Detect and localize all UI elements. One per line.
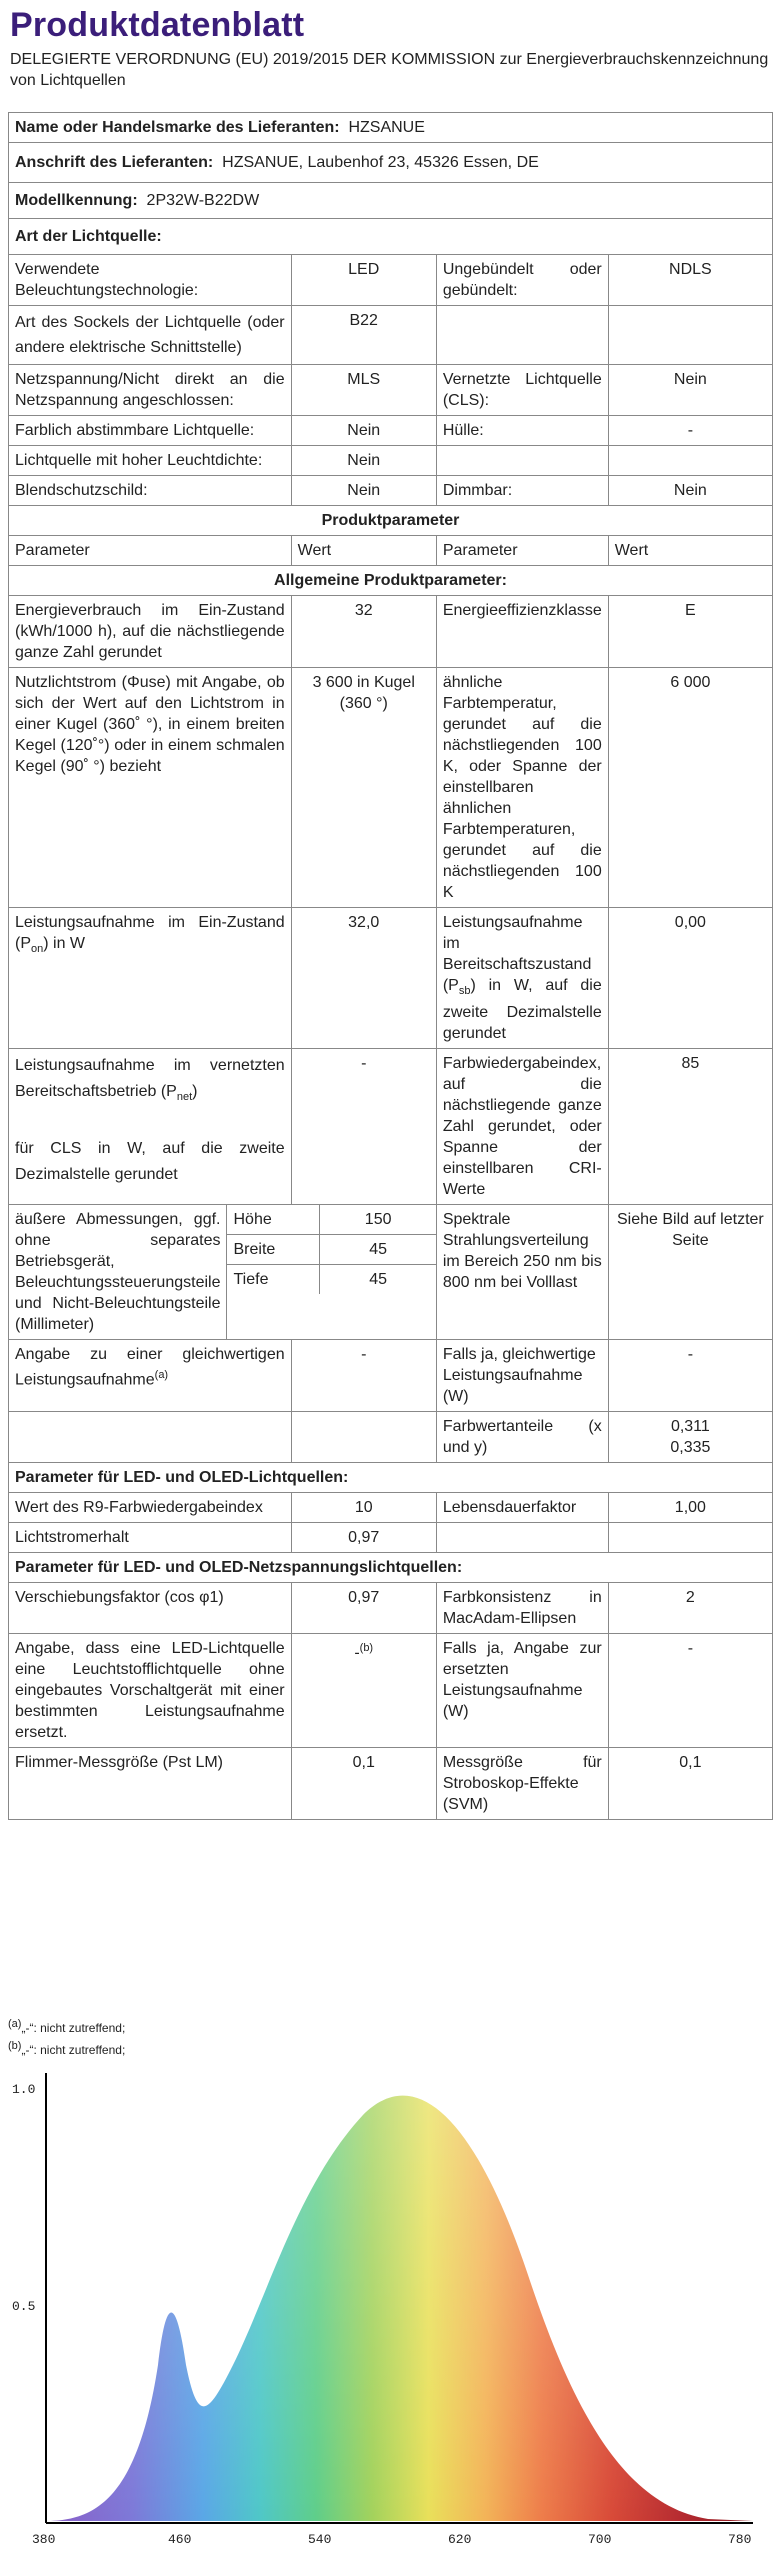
psb-label: Leistungsaufnahme im Bereitschaftszustand $(P_{sb})$ in W, auf die zweite Dezimalstelle gerundet bbox=[436, 908, 608, 1049]
x-tick-780: 780 bbox=[728, 2532, 752, 2547]
pnet-row bbox=[9, 1049, 773, 1205]
svm-value: 0,1 bbox=[608, 1748, 772, 1820]
footnote-a: $^{(a)}$„-“: nicht zutreffend; bbox=[8, 2018, 126, 2035]
equiv-row bbox=[9, 1340, 773, 1412]
empty-cell bbox=[608, 1523, 772, 1553]
dimmable-label: Dimmbar: bbox=[436, 476, 608, 506]
type-row-mains bbox=[9, 365, 773, 416]
x-tick-380: 380 bbox=[32, 2532, 56, 2547]
cls-label: Vernetzte Lichtquelle (CLS): bbox=[436, 365, 608, 416]
depth-value: 45 bbox=[320, 1265, 436, 1295]
highlum-label: Lichtquelle mit hoher Leuchtdichte: bbox=[9, 446, 292, 476]
flicker-label: Flimmer-Messgröße (Pst LM) bbox=[9, 1748, 292, 1820]
equiv-label: Angabe zu einer gleichwertigen Leistungsaufnahme$^{(a)}$ bbox=[9, 1340, 292, 1412]
energy-label: Energieverbrauch im Ein-Zustand (kWh/1000 h), auf die nächstliegende ganze Zahl gerundet bbox=[9, 596, 292, 668]
empty-cell bbox=[436, 306, 608, 365]
dims-cell bbox=[227, 1205, 436, 1340]
directional-label: Ungebündelt oder gebündelt: bbox=[436, 255, 608, 306]
col-value-2: Wert bbox=[608, 536, 772, 566]
pon-row bbox=[9, 908, 773, 1049]
type-row-highlum bbox=[9, 446, 773, 476]
supplier-name-row bbox=[9, 113, 773, 143]
dims-label: äußere Abmessungen, ggf. ohne separates Betriebsgerät, Beleuchtungssteuerungsteile und Nicht-Beleuchtungsteile (Millimeter) bbox=[9, 1205, 227, 1340]
type-row-technology bbox=[9, 255, 773, 306]
x-tick-540: 540 bbox=[308, 2532, 332, 2547]
led-heading-row bbox=[9, 1463, 773, 1493]
replace-label: Angabe, dass eine LED-Lichtquelle eine Leuchtstofflichtquelle ohne eingebautes Vorschaltgerät mit einer bestimmten Leistungsaufnahme ersetzt. bbox=[9, 1634, 292, 1748]
technology-value: LED bbox=[291, 255, 436, 306]
height-label: Höhe bbox=[227, 1205, 320, 1235]
supplier-address-value: HZSANUE, Laubenhof 23, 45326 Essen, DE bbox=[222, 154, 539, 171]
maintenance-value: 0,97 bbox=[291, 1523, 436, 1553]
directional-value: NDLS bbox=[608, 255, 772, 306]
cos-row bbox=[9, 1583, 773, 1634]
depth-label: Tiefe bbox=[233, 1271, 269, 1289]
model-row bbox=[9, 183, 773, 219]
cri-label: Farbwiedergabeindex, auf die nächstliegende ganze Zahl gerundet, oder Spanne der einstellbaren CRI-Werte bbox=[436, 1049, 608, 1205]
flux-label: Nutzlichtstrom (Φuse) mit Angabe, ob sich der Wert auf den Lichtstrom in einer Kugel (360˚ °), in einem breiten Kegel (120˚°) oder in einem schmalen Kegel (90˚ °) bezieht bbox=[9, 668, 292, 908]
height-value: 150 bbox=[320, 1205, 436, 1235]
spectral-distribution-image bbox=[8, 2065, 773, 2555]
glare-label: Blendschutzschild: bbox=[9, 476, 292, 506]
macadam-value: 2 bbox=[608, 1583, 772, 1634]
pnet-value: - bbox=[291, 1049, 436, 1205]
y-tick-05: 0.5 bbox=[12, 2299, 36, 2314]
efficiency-class-label: Energieeffizienzklasse bbox=[436, 596, 608, 668]
life-label: Lebensdauerfaktor bbox=[436, 1493, 608, 1523]
type-heading-row bbox=[9, 219, 773, 255]
data-table bbox=[8, 112, 773, 1820]
chroma-value: 0,311 0,335 bbox=[608, 1412, 772, 1463]
cap-value: B22 bbox=[291, 306, 436, 365]
empty-cell bbox=[436, 446, 608, 476]
empty-cell bbox=[436, 1523, 608, 1553]
cri-value: 85 bbox=[608, 1049, 772, 1205]
r9-value: 10 bbox=[291, 1493, 436, 1523]
flicker-value: 0,1 bbox=[291, 1748, 436, 1820]
x-tick-620: 620 bbox=[448, 2532, 472, 2547]
model-value: 2P32W-B22DW bbox=[146, 192, 260, 209]
efficiency-class-value: E bbox=[608, 596, 772, 668]
mains-heading: Parameter für LED- und OLED-Netzspannungslichtquellen: bbox=[9, 1553, 773, 1583]
flux-value: 3 600 in Kugel (360 °) bbox=[291, 668, 436, 908]
supplier-address-label: Anschrift des Lieferanten: bbox=[15, 154, 214, 171]
pon-value: 32,0 bbox=[291, 908, 436, 1049]
type-row-tunable bbox=[9, 416, 773, 446]
energy-value: 32 bbox=[291, 596, 436, 668]
empty-cell bbox=[9, 1412, 292, 1463]
col-value-1: Wert bbox=[291, 536, 436, 566]
cos-label: Verschiebungsfaktor (cos φ1) bbox=[9, 1583, 292, 1634]
spectral-value: Siehe Bild auf letzter Seite bbox=[608, 1205, 772, 1340]
tunable-value: Nein bbox=[291, 416, 436, 446]
x-tick-460: 460 bbox=[168, 2532, 192, 2547]
technology-label: Verwendete Beleuchtungstechnologie: bbox=[9, 255, 292, 306]
type-row-glare bbox=[9, 476, 773, 506]
replace-w-label: Falls ja, Angabe zur ersetzten Leistungsaufnahme (W) bbox=[436, 1634, 608, 1748]
led-heading: Parameter für LED- und OLED-Lichtquellen: bbox=[9, 1463, 773, 1493]
empty-cell bbox=[608, 446, 772, 476]
replace-w-value: - bbox=[608, 1634, 772, 1748]
dimmable-value: Nein bbox=[608, 476, 772, 506]
spectral-label: Spektrale Strahlungsverteilung im Bereich 250 nm bis 800 nm bei Volllast bbox=[436, 1205, 608, 1340]
pnet-label: Leistungsaufnahme im vernetzten Bereitschaftsbetrieb $(P_{net})$ für CLS in W, auf die zweite Dezimalstelle gerundet bbox=[9, 1049, 292, 1205]
replace-value: -$^{(b)}$ bbox=[291, 1634, 436, 1748]
empty-cell bbox=[608, 306, 772, 365]
cct-value: 6 000 bbox=[608, 668, 772, 908]
model-label: Modellkennung: bbox=[15, 192, 138, 209]
mains-label: Netzspannung/Nicht direkt an die Netzspannung angeschlossen: bbox=[9, 365, 292, 416]
cap-label: Art des Sockels der Lichtquelle (oder andere elektrische Schnittstelle) bbox=[9, 306, 292, 365]
product-data-sheet bbox=[0, 0, 775, 91]
glare-value: Nein bbox=[291, 476, 436, 506]
flux-row bbox=[9, 668, 773, 908]
life-value: 1,00 bbox=[608, 1493, 772, 1523]
cct-label: ähnliche Farbtemperatur, gerundet auf die nächstliegenden 100 K, oder Spanne der einstellbaren ähnlichen Farbtemperaturen, gerundet auf die nächstliegenden 100 K bbox=[436, 668, 608, 908]
supplier-name-label: Name oder Handelsmarke des Lieferanten: bbox=[15, 119, 340, 136]
envelope-label: Hülle: bbox=[436, 416, 608, 446]
column-header-row bbox=[9, 536, 773, 566]
chroma-label: Farbwertanteile (x und y) bbox=[436, 1412, 608, 1463]
dims-row bbox=[9, 1205, 773, 1340]
cls-value: Nein bbox=[608, 365, 772, 416]
x-tick-700: 700 bbox=[588, 2532, 612, 2547]
mains-heading-row bbox=[9, 1553, 773, 1583]
product-params-heading: Produktparameter bbox=[9, 506, 773, 536]
r9-row bbox=[9, 1493, 773, 1523]
type-heading: Art der Lichtquelle: bbox=[9, 219, 773, 255]
macadam-label: Farbkonsistenz in MacAdam-Ellipsen bbox=[436, 1583, 608, 1634]
cos-value: 0,97 bbox=[291, 1583, 436, 1634]
width-label: Breite bbox=[227, 1235, 320, 1265]
supplier-address-row bbox=[9, 143, 773, 183]
footnote-b: $^{(b)}$„-“: nicht zutreffend; bbox=[8, 2040, 126, 2057]
chroma-row bbox=[9, 1412, 773, 1463]
svm-label: Messgröße für Stroboskop-Effekte (SVM) bbox=[436, 1748, 608, 1820]
general-heading-row bbox=[9, 566, 773, 596]
supplier-name-value: HZSANUE bbox=[348, 119, 425, 136]
flicker-row bbox=[9, 1748, 773, 1820]
type-row-cap bbox=[9, 306, 773, 365]
col-param-2: Parameter bbox=[436, 536, 608, 566]
energy-row bbox=[9, 596, 773, 668]
product-params-heading-row bbox=[9, 506, 773, 536]
tunable-label: Farblich abstimmbare Lichtquelle: bbox=[9, 416, 292, 446]
dims-subtable bbox=[227, 1205, 435, 1294]
col-param-1: Parameter bbox=[9, 536, 292, 566]
envelope-value: - bbox=[608, 416, 772, 446]
width-value: 45 bbox=[320, 1235, 436, 1265]
regulation-subtitle: DELEGIERTE VERORDNUNG (EU) 2019/2015 DER KOMMISSION zur Energieverbrauchskennzeichnung von Lichtquellen bbox=[10, 51, 769, 89]
r9-label: Wert des R9-Farbwiedergabeindex bbox=[9, 1493, 292, 1523]
replace-row bbox=[9, 1634, 773, 1748]
equiv-w-label: Falls ja, gleichwertige Leistungsaufnahme (W) bbox=[436, 1340, 608, 1412]
highlum-value: Nein bbox=[291, 446, 436, 476]
psb-value: 0,00 bbox=[608, 908, 772, 1049]
empty-cell bbox=[291, 1412, 436, 1463]
equiv-w-value: - bbox=[608, 1340, 772, 1412]
maintenance-row bbox=[9, 1523, 773, 1553]
equiv-value: - bbox=[291, 1340, 436, 1412]
mains-value: MLS bbox=[291, 365, 436, 416]
maintenance-label: Lichtstromerhalt bbox=[9, 1523, 292, 1553]
y-tick-1: 1.0 bbox=[12, 2082, 36, 2097]
page-title: Produktdatenblatt bbox=[10, 6, 305, 44]
general-heading: Allgemeine Produktparameter: bbox=[9, 566, 773, 596]
pon-label: Leistungsaufnahme im Ein-Zustand $(P_{on})$ in W bbox=[9, 908, 292, 1049]
